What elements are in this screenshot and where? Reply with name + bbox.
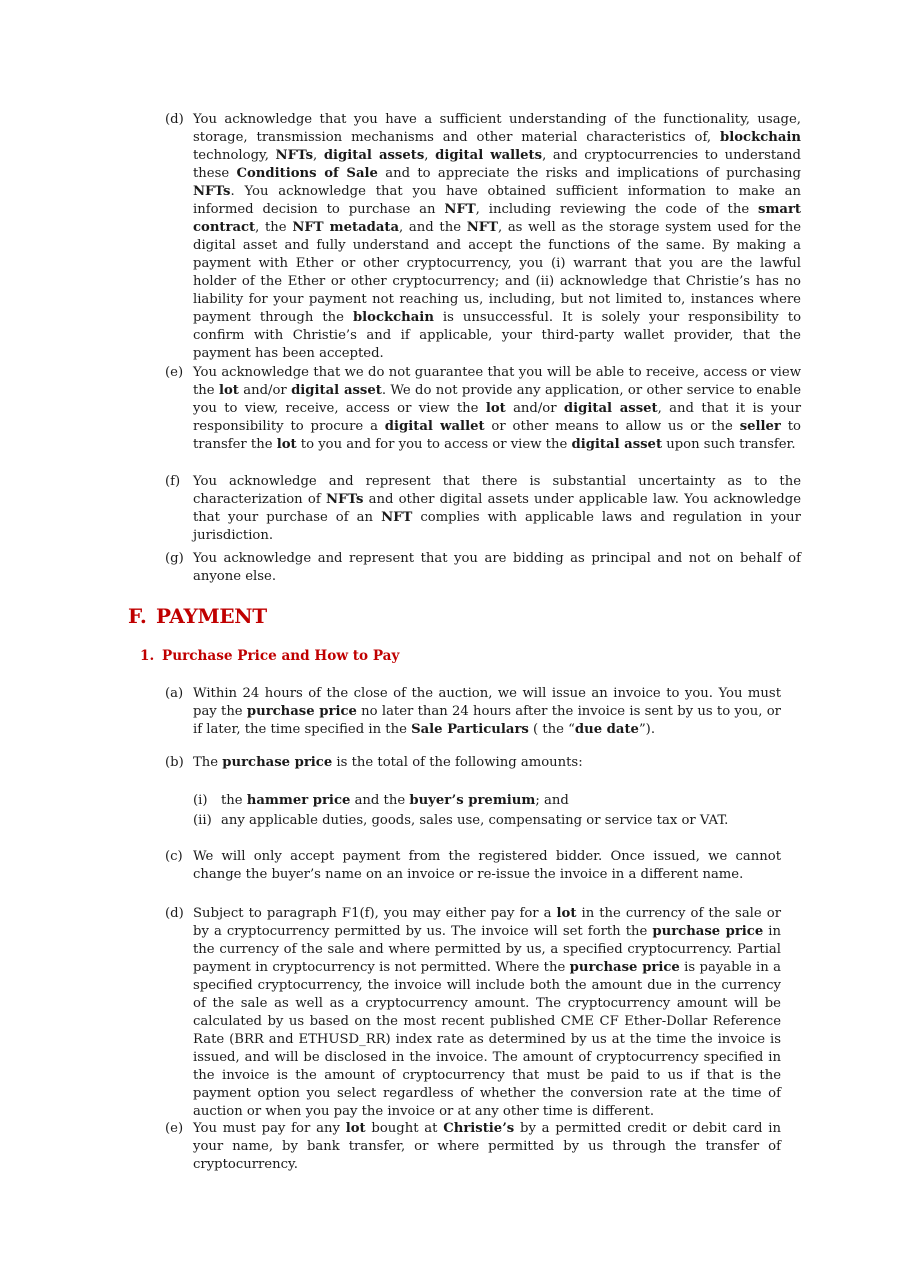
defined-term: blockchain <box>720 130 801 145</box>
clause-text <box>193 848 781 884</box>
defined-term: smart contract <box>193 202 802 235</box>
defined-term: blockchain <box>352 310 434 325</box>
text-run: is the total of the following amounts: <box>332 755 583 770</box>
defined-term: digital assets <box>323 148 425 163</box>
text-run: the <box>221 793 247 808</box>
text-run: and/or <box>238 383 292 398</box>
clause-marker: (a) <box>165 686 184 701</box>
text-run: in the currency of the sale or by a cryptocurrency permitted by us. The invoice will set forth the <box>193 906 781 939</box>
defined-term: purchase price <box>246 704 357 719</box>
clause-marker: (d) <box>165 112 184 127</box>
defined-term: lot <box>556 906 577 921</box>
text-run: and to appreciate the risks and implications of purchasing <box>377 166 801 181</box>
text-run: ( the “ <box>528 722 575 737</box>
text-run: bought at <box>365 1121 444 1136</box>
defined-term: seller <box>739 419 781 434</box>
text-run: any applicable duties, goods, sales use, compensating or service tax or VAT. <box>221 813 729 828</box>
clause-e-digital-asset-access <box>165 364 801 454</box>
item-marker: (i) <box>193 793 208 808</box>
text-run: in the currency of the sale and where permitted by us, a specified cryptocurrency. Partial payment in cryptocurrency is not permitted. Where the <box>193 924 781 975</box>
text-run: Subject to paragraph F1(f), you may either pay for a <box>193 906 557 921</box>
text-run: by a permitted credit or debit card in your name, by bank transfer, or where permitted by us through the transfer of cryptocurrency. <box>193 1121 781 1172</box>
purchase-price-item <box>193 791 793 811</box>
defined-term: lot <box>276 437 297 452</box>
text-run: ; and <box>535 793 569 808</box>
section-letter: F. <box>128 604 147 628</box>
text-run: The <box>193 755 223 770</box>
clause-text <box>193 905 781 1121</box>
clause-text <box>193 364 801 454</box>
defined-term: Conditions of Sale <box>236 166 378 181</box>
text-run: or other means to allow us or the <box>484 419 740 434</box>
defined-term: Sale Particulars <box>411 722 529 737</box>
text-run: , including reviewing the code of the <box>475 202 759 217</box>
clause-text <box>193 550 801 586</box>
defined-term: digital wallets <box>435 148 543 163</box>
clause-d-acknowledgement <box>165 111 801 363</box>
text-run: is unsuccessful. It is solely your responsibility to confirm with Christie’s and if applicable, your third-party wallet provider, that the payment has been accepted. <box>193 310 802 361</box>
defined-term: NFTs <box>325 492 364 507</box>
defined-term: purchase price <box>652 924 764 939</box>
text-run: You acknowledge that you have a sufficient understanding of the functionality, usage, storage, transmission mechanisms and other material characteristics of, <box>193 112 801 145</box>
text-run: You must pay for any <box>193 1121 346 1136</box>
defined-term: NFT <box>444 202 476 217</box>
item-marker: (ii) <box>193 813 212 828</box>
defined-term: lot <box>218 383 239 398</box>
purchase-price-item <box>193 811 793 831</box>
text-run: , and cryptocurrencies to understand these <box>193 148 801 181</box>
defined-term: hammer price <box>246 793 351 808</box>
defined-term: digital asset <box>291 383 382 398</box>
clause-text <box>193 111 801 363</box>
text-run: to transfer the <box>193 419 801 452</box>
text-run: , <box>424 148 436 163</box>
text-run: , and the <box>399 220 467 235</box>
text-run: and the <box>350 793 410 808</box>
defined-term: NFT metadata <box>292 220 400 235</box>
clause-f-nft-characterization <box>165 473 801 545</box>
clause-f1-d-cryptocurrency-payment <box>165 905 781 1121</box>
clause-marker: (g) <box>165 551 184 566</box>
clause-marker: (e) <box>165 365 184 380</box>
text-run: complies with applicable laws and regulation in your jurisdiction. <box>193 510 801 543</box>
defined-term: NFT <box>466 220 498 235</box>
text-run: You acknowledge that we do not guarantee that you will be able to receive, access or view the <box>193 365 801 398</box>
subsection-heading <box>140 648 399 664</box>
text-run: no later than 24 hours after the invoice is sent by us to you, or if later, the time specified in the <box>193 704 781 737</box>
clause-f1-e-payment-methods <box>165 1120 781 1174</box>
text-run: You acknowledge and represent that there is substantial uncertainty as to the characterization of <box>193 474 801 507</box>
defined-term: NFT <box>381 510 413 525</box>
text-run: upon such transfer. <box>662 437 796 452</box>
text-run: , as well as the storage system used for the digital asset and fully understand and accept the functions of the same. By making a payment with Ether or other cryptocurrency, you (i) warrant that you are the lawful holder of the Ether or other cryptocurrency; and (ii) acknowledge that Christie’s has no liability for your payment not reaching us, including, but not limited to, instances where payment through the <box>193 220 801 325</box>
clause-marker: (d) <box>165 906 184 921</box>
defined-term: due date <box>574 722 639 737</box>
clause-text <box>193 685 781 739</box>
clause-marker: (c) <box>165 849 183 864</box>
subsection-title: Purchase Price and How to Pay <box>162 648 400 664</box>
text-run: , the <box>255 220 293 235</box>
defined-term: Christie’s <box>443 1121 515 1136</box>
text-run: . You acknowledge that you have obtained sufficient information to make an informed decision to purchase an <box>193 184 801 217</box>
defined-term: digital wallet <box>384 419 485 434</box>
clause-text <box>193 1120 781 1174</box>
clause-g-bidding-as-principal <box>165 550 801 586</box>
text-run: and other digital assets under applicable law. You acknowledge that your purchase of an <box>193 492 801 525</box>
section-heading-payment <box>128 604 267 628</box>
section-title: PAYMENT <box>156 604 267 628</box>
text-run: ”). <box>638 722 656 737</box>
text-run: You acknowledge and represent that you are bidding as principal and not on behalf of anyone else. <box>193 551 801 584</box>
defined-term: lot <box>485 401 506 416</box>
text-run: is payable in a specified cryptocurrency, the invoice will include both the amount due in the currency of the sale as well as a cryptocurrency amount. The cryptocurrency amount will be calculated by us based on the most recent published CME CF Ether-Dollar Reference Rate (BRR and ETHUSD_RR) index rate as determined by us at the time the invoice is issued, and will be disclosed in the invoice. The amount of cryptocurrency specified in the invoice is the amount of cryptocurrency that must be paid to us if that is the payment option you select regardless of whether the conversion rate at the time of auction or when you pay the invoice or at any other time is different. <box>193 960 781 1119</box>
item-text <box>221 811 793 831</box>
text-run: . We do not provide any application, or other service to enable you to view, receive, access or view the <box>193 383 802 416</box>
text-run: and/or <box>505 401 564 416</box>
subsection-number: 1. <box>140 648 155 664</box>
defined-term: buyer’s premium <box>409 793 536 808</box>
clause-f1-c-registered-bidder <box>165 848 781 884</box>
text-run: to you and for you to access or view the <box>296 437 572 452</box>
text-run: , and that it is your responsibility to procure a <box>193 401 802 434</box>
defined-term: digital asset <box>571 437 663 452</box>
clause-f1-a-invoice <box>165 685 781 739</box>
clause-text <box>193 473 801 545</box>
clause-text <box>193 754 781 772</box>
clause-f1-b-purchase-price <box>165 754 781 772</box>
text-run: We will only accept payment from the registered bidder. Once issued, we cannot change the buyer’s name on an invoice or re-issue the invoice in a different name. <box>193 849 781 882</box>
text-run: , <box>313 148 324 163</box>
text-run: technology, <box>193 148 276 163</box>
defined-term: digital asset <box>563 401 658 416</box>
defined-term: purchase price <box>222 755 333 770</box>
clause-marker: (e) <box>165 1121 184 1136</box>
defined-term: purchase price <box>569 960 680 975</box>
defined-term: lot <box>345 1121 366 1136</box>
text-run: Within 24 hours of the close of the auction, we will issue an invoice to you. You must pay the <box>193 686 781 719</box>
item-text <box>221 791 793 811</box>
clause-marker: (b) <box>165 755 184 770</box>
clause-marker: (f) <box>165 474 181 489</box>
defined-term: NFTs <box>193 184 231 199</box>
defined-term: NFTs <box>275 148 313 163</box>
